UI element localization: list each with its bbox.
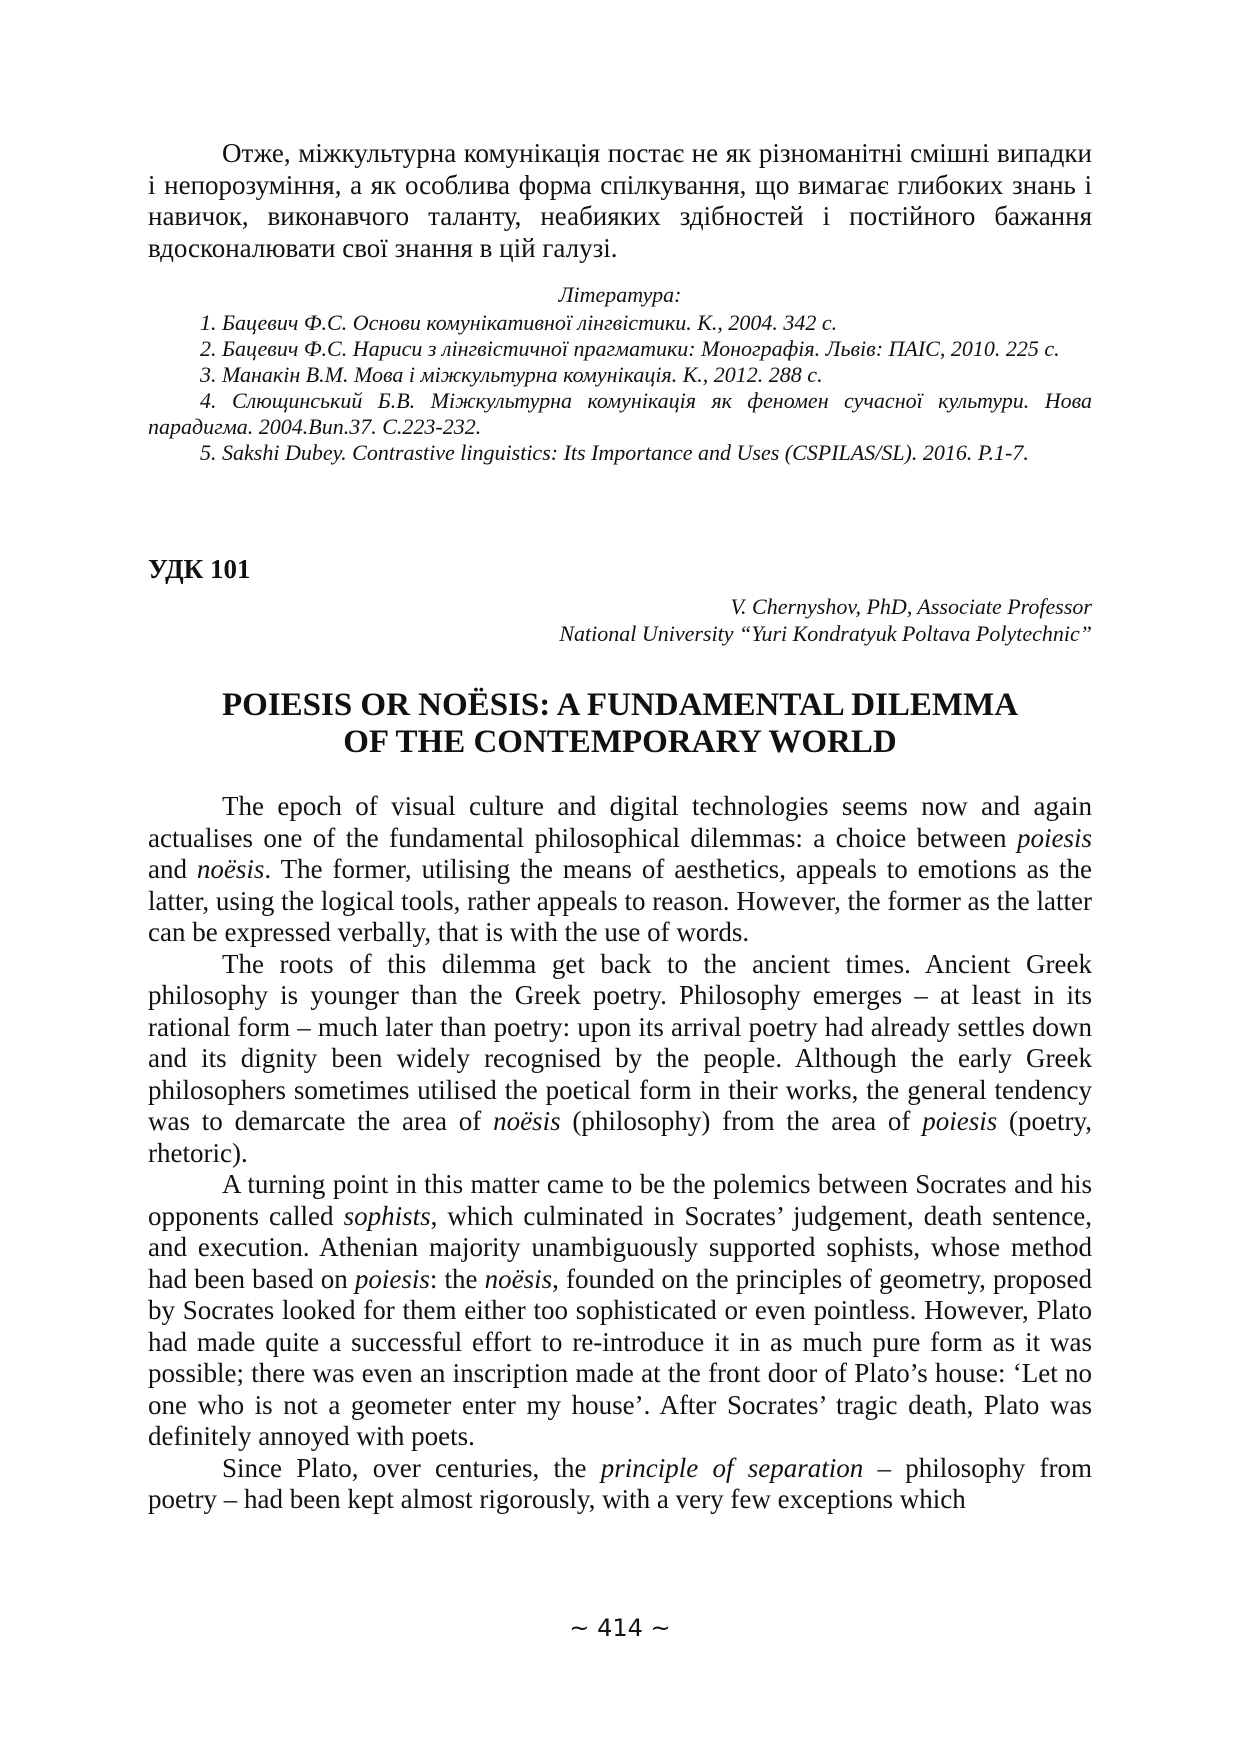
body-paragraph-2	[148, 949, 1092, 1170]
text-run: , which culminated in Socrates’ judgement, death sentence, and execution. Athenian majority unambiguously supported sophists, whose method had been based on	[148, 1200, 1092, 1294]
body-paragraph-1	[148, 791, 1092, 949]
italic-term: noësis	[493, 1106, 561, 1136]
reference-item: 3. Манакін В.М. Мова і міжкультурна комунікація. К., 2012. 288 с.	[200, 362, 823, 387]
article-body	[148, 791, 1092, 1516]
reference-item: 4. Слющинський Б.В. Міжкультурна комунікація як феномен сучасної культури. Нова парадигма. 2004.Вип.37. С.223-232.	[148, 388, 1092, 439]
text-run: (poetry, rhetoric).	[148, 1106, 1093, 1168]
text-run: , founded on the principles of geometry, proposed by Socrates looked for them either too sophisticated or even pointless. However, Plato had made quite a successful effort to re-introduce it in as much pure form as it was possible; there was even an inscription made at the front door of Plato’s house: ‘Let no one who is not a geometer enter my house’. After Socrates’ tragic death, Plato was definitely annoyed with poets.	[148, 1263, 1092, 1451]
italic-term: poiesis	[354, 1263, 430, 1294]
body-paragraph-4	[148, 1453, 1092, 1516]
intro-paragraph: Отже, міжкультурна комунікація постає не як різноманітні смішні випадки і непорозуміння, а як особлива форма спілкування, що вимагає глибоких знань і навичок, виконавчого таланту, неабияких здібностей і постійного бажання вдосконалювати свої знання в цій галузі.	[148, 138, 1092, 263]
italic-term: poiesis	[1016, 822, 1092, 853]
udk-code: УДК 101	[148, 554, 251, 584]
text-run: The roots of this dilemma get back to the ancient times. Ancient Greek philosophy is younger than the Greek poetry. Philosophy emerges – at least in its rational form – much later than poetry: upon its arrival poetry had already settles down and its dignity been widely recognised by the people. Although the early Greek philosophers sometimes utilised the poetical form in their works, the general tendency was to demarcate the area of	[148, 948, 1092, 1136]
author-name: V. Chernyshov, PhD, Associate Professor	[730, 594, 1092, 619]
italic-term: noësis	[484, 1263, 553, 1294]
italic-term: sophists	[343, 1200, 431, 1231]
text-run: A turning point in this matter came to be the polemics between Socrates and his opponents called	[148, 1169, 1092, 1231]
references-section	[148, 282, 1092, 466]
references-heading: Література:	[558, 282, 682, 307]
text-run: Since Plato, over centuries, the	[222, 1452, 601, 1483]
reference-item: 2. Бацевич Ф.С. Нариси з лінгвістичної прагматики: Монографія. Львів: ПАІС, 2010. 225 с.	[200, 336, 1060, 361]
author-block	[148, 593, 1092, 647]
reference-item: 1. Бацевич Ф.С. Основи комунікативної лінгвістики. К., 2004. 342 с.	[200, 310, 838, 335]
text-run: : the	[429, 1263, 485, 1294]
text-run: – philosophy from poetry – had been kept almost rigorously, with a very few exceptions which	[148, 1452, 1093, 1514]
page-number: ~ 414 ~	[569, 1614, 671, 1642]
italic-term: noësis	[196, 854, 265, 884]
italic-term: poiesis	[922, 1106, 998, 1136]
article-title: POIESIS OR NOËSIS: A FUNDAMENTAL DILEMMA OF THE CONTEMPORARY WORLD	[221, 687, 1019, 760]
text-run: and	[148, 854, 197, 884]
page-content	[148, 138, 1092, 1516]
text-run: (philosophy) from the area of	[560, 1106, 923, 1136]
italic-term: principle of separation	[600, 1452, 864, 1483]
author-affiliation: National University “Yuri Kondratyuk Poltava Polytechnic”	[559, 621, 1092, 646]
text-run: . The former, utilising the means of aesthetics, appeals to emotions as the latter, using the logical tools, rather appeals to reason. However, the former as the latter can be expressed verbally, that is with the use of words.	[148, 854, 1093, 947]
body-paragraph-3	[148, 1169, 1092, 1453]
text-run: The epoch of visual culture and digital technologies seems now and again actualises one of the fundamental philosophical dilemmas: a choice between	[148, 791, 1092, 853]
reference-item: 5. Sakshi Dubey. Contrastive linguistics: Its Importance and Uses (CSPILAS/SL). 2016. P.1-7.	[200, 440, 1029, 465]
